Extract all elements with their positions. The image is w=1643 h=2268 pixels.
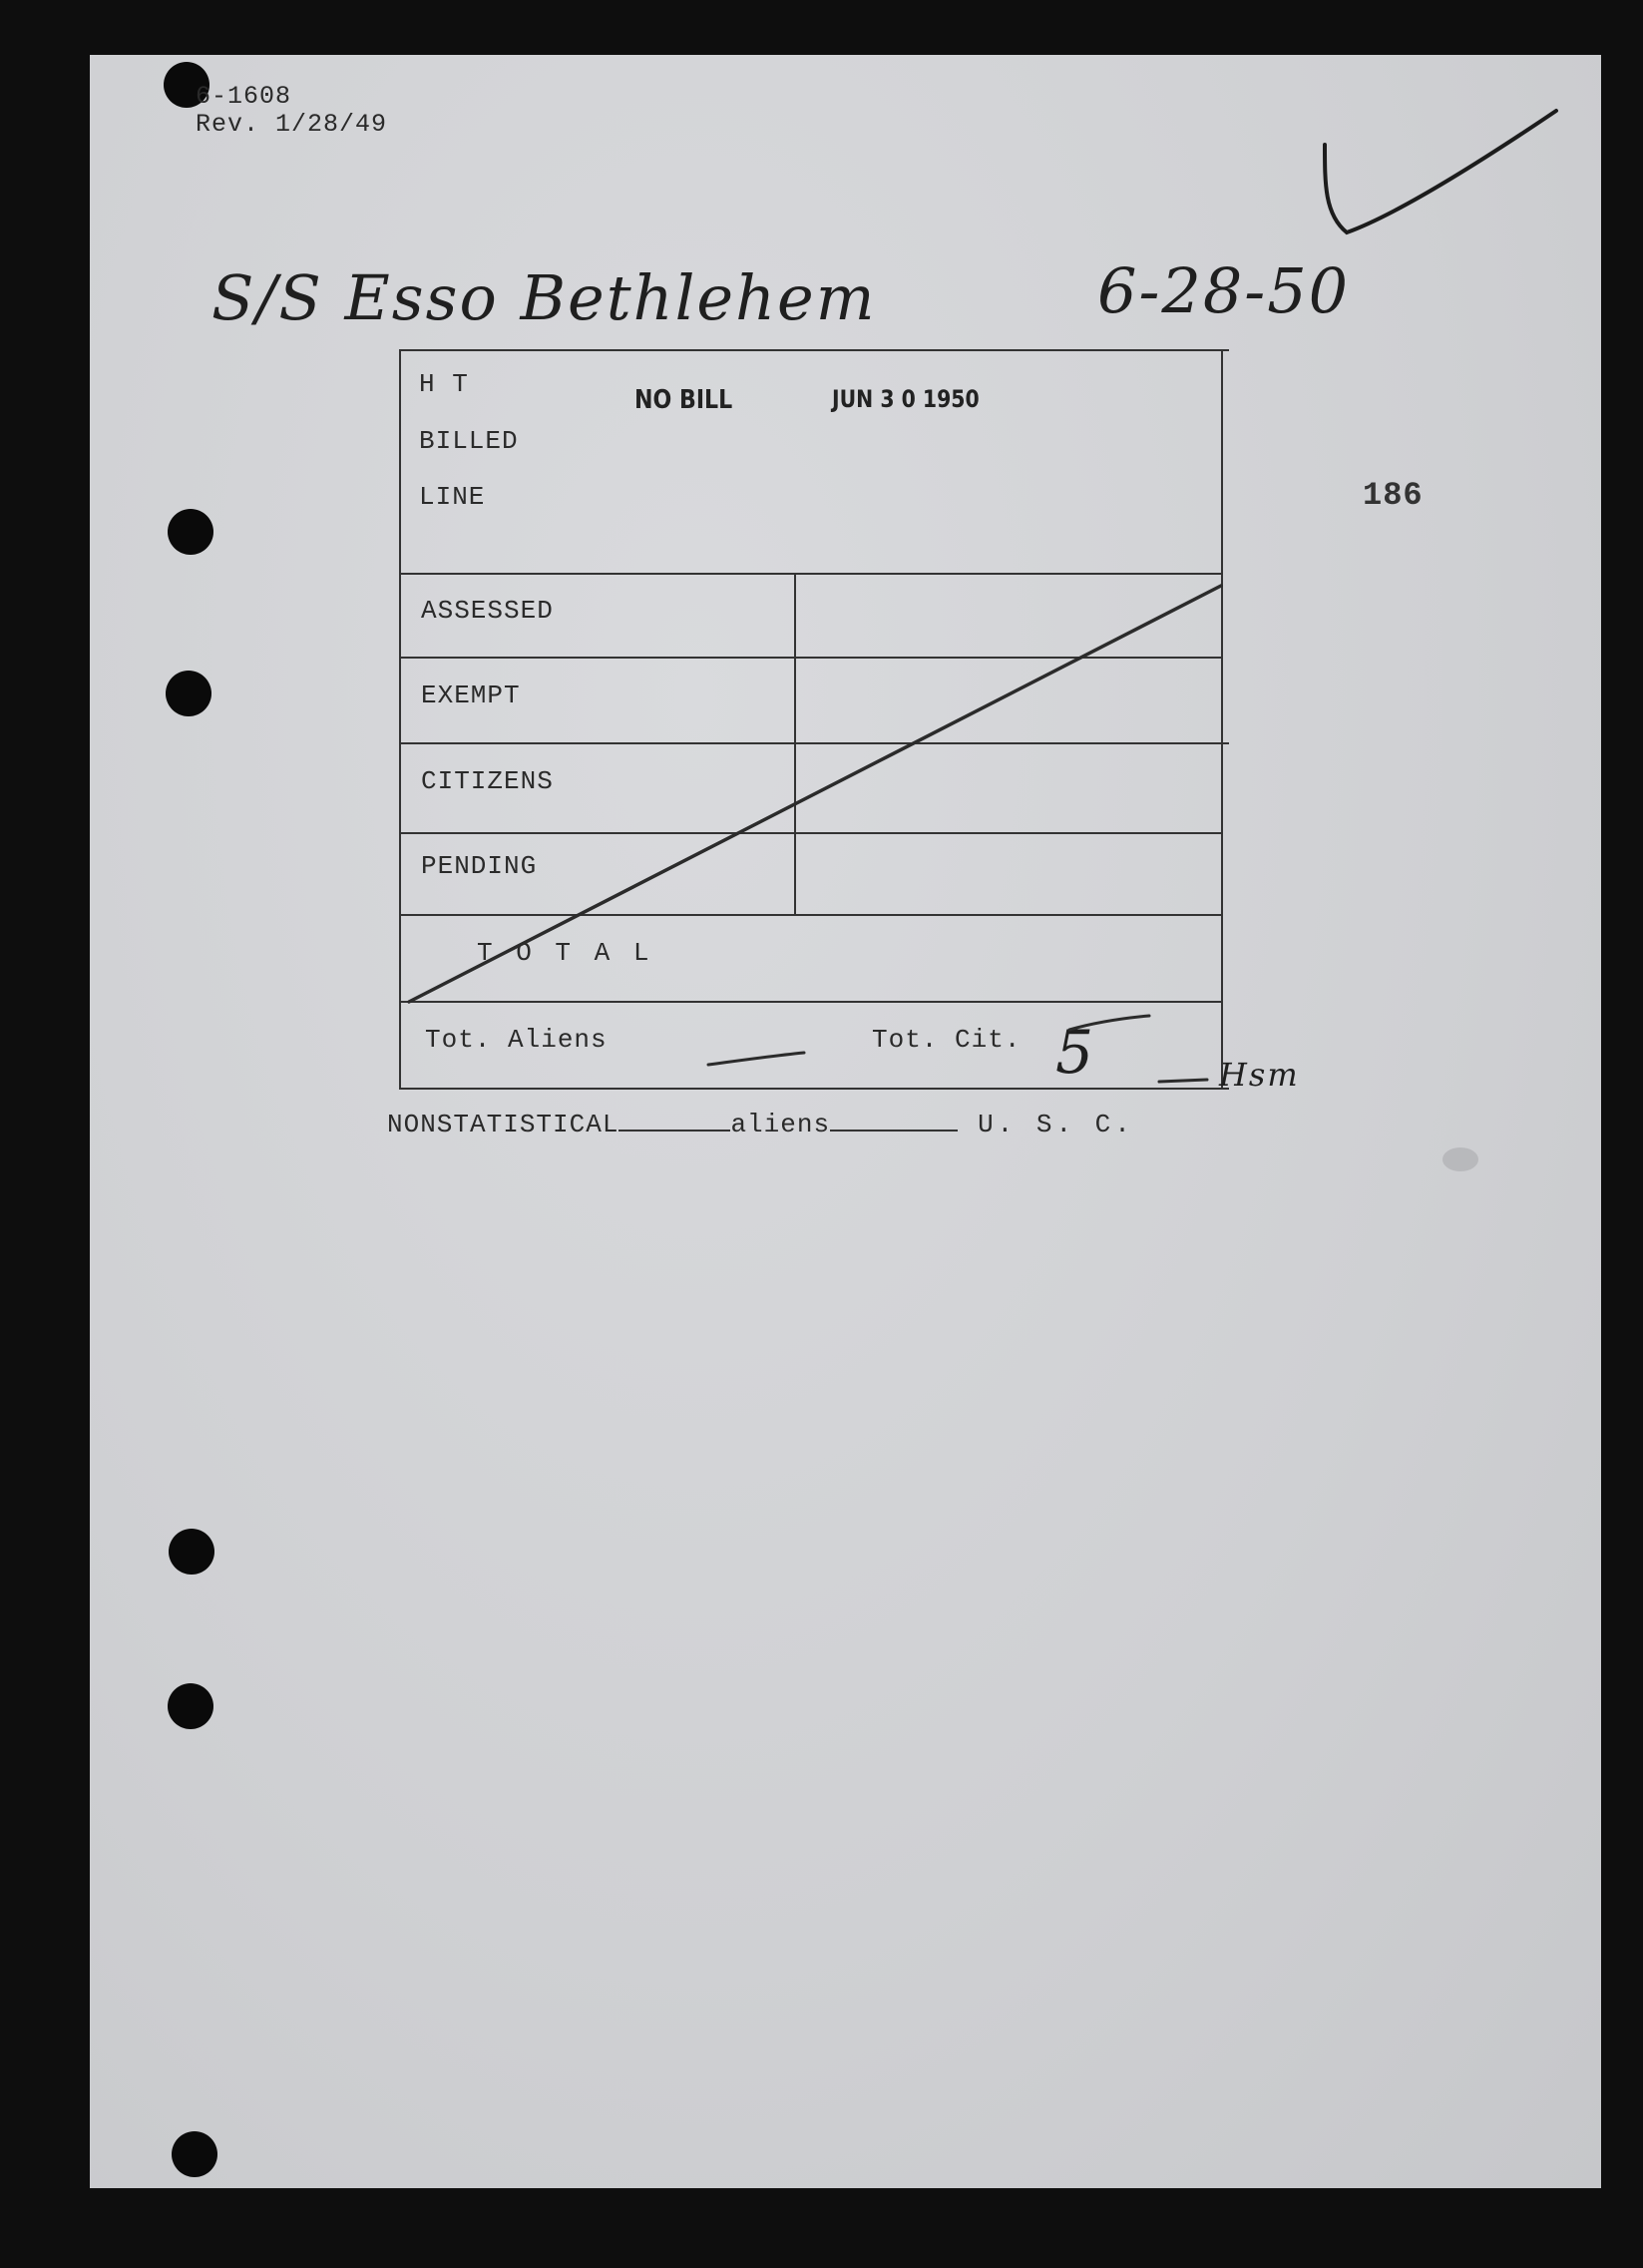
usc-label: U. S. C. [978, 1110, 1134, 1139]
nonstatistical-label: NONSTATISTICAL [387, 1110, 619, 1139]
row-label-citizens: CITIZENS [421, 766, 554, 796]
total-citizens-value: 5 [1055, 1018, 1096, 1088]
binder-hole [168, 1683, 213, 1729]
binder-hole [172, 2131, 217, 2177]
total-citizens-label: Tot. Cit. [872, 1025, 1022, 1055]
ship-name: S/S Esso Bethlehem [211, 261, 877, 334]
handwritten-date: 6-28-50 [1097, 254, 1351, 327]
aliens-label: aliens [730, 1110, 831, 1139]
total-label: T O T A L [477, 938, 653, 968]
date-stamp: JUN 3 0 1950 [832, 385, 980, 413]
form-number: 6-1608 [196, 82, 292, 111]
smudge [1442, 1147, 1478, 1171]
no-bill-stamp: NO BILL [634, 385, 733, 415]
row-label-assessed: ASSESSED [421, 596, 554, 626]
row-label-exempt: EXEMPT [421, 680, 521, 710]
blank-field [830, 1110, 958, 1132]
label-ht: H T [419, 369, 469, 399]
initials: Hsm [1219, 1056, 1300, 1094]
total-aliens-label: Tot. Aliens [425, 1025, 608, 1055]
label-billed: BILLED [419, 426, 519, 456]
nonstatistical-line [387, 1110, 1134, 1139]
form-revision: Rev. 1/28/49 [196, 110, 388, 139]
page-number: 186 [1363, 477, 1424, 514]
binder-hole [169, 1529, 214, 1575]
row-label-pending: PENDING [421, 851, 538, 881]
blank-field [618, 1110, 730, 1132]
label-line: LINE [419, 482, 486, 512]
